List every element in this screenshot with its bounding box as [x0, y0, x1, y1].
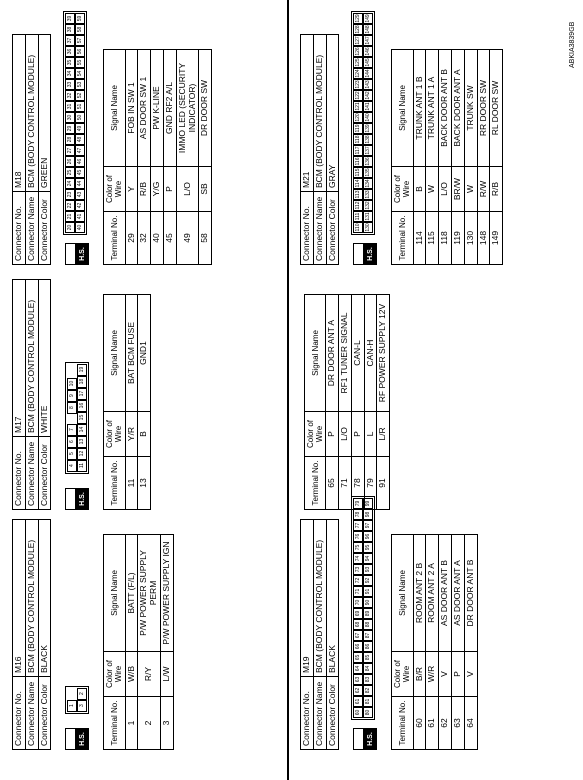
pin-cell: 139: [365, 124, 372, 133]
pin-cell: 51: [75, 101, 85, 112]
pin-cell: 87: [363, 630, 373, 641]
pin-cell: 27: [65, 145, 75, 156]
pin-cell: 136: [365, 157, 372, 166]
label-connector-no: Connector No.: [13, 437, 26, 510]
pin-cell: 141: [365, 102, 372, 111]
table-row: 61 W/R ROOM ANT 2 A: [426, 535, 439, 750]
pin-cell: 43: [75, 189, 85, 200]
table-row: 118 L/O BACK DOOR ANT B: [439, 50, 452, 265]
label-connector-no: Connector No.: [301, 677, 314, 750]
pin-cell: 73: [353, 564, 363, 575]
pin-cell: 31: [65, 101, 75, 112]
pin-cell: 80: [363, 707, 373, 718]
pin-cell: 96: [363, 531, 373, 542]
pin-layout: 4 5 6 7 8 9 10 11 12 13 14 15 16 17 18 19: [65, 362, 89, 474]
pin-cell: 134: [365, 179, 372, 188]
connector-block-m18: [12, 15, 212, 265]
pin-cell: 32: [65, 90, 75, 101]
pin-cell: 131: [365, 212, 372, 221]
table-row: 29 Y FOB IN SW 1: [125, 50, 138, 265]
pin-cell: 97: [363, 520, 373, 531]
pin-cell: 123: [355, 80, 362, 89]
pin-cell: 21: [65, 211, 75, 222]
pin-cell: 124: [355, 69, 362, 78]
connector-no: M19: [301, 520, 314, 677]
pin-cell: 84: [363, 663, 373, 674]
pin-cell: 92: [363, 575, 373, 586]
table-row: 1 W/B BATT (F/L): [125, 535, 138, 750]
label-connector-name: Connector Name: [313, 677, 326, 750]
table-row: 115 W TRUNK ANT 1 A: [426, 50, 439, 265]
pin-cell: 67: [353, 630, 363, 641]
connector-info-table: [300, 34, 339, 265]
pin-cell: 78: [353, 509, 363, 520]
pin-cell: 81: [363, 696, 373, 707]
pin-cell: 54: [75, 68, 85, 79]
pin-cell: 58: [75, 24, 85, 35]
table-row: 45 P GND RF2 A/L: [163, 50, 176, 265]
label-connector-no: Connector No.: [301, 192, 314, 265]
table-row: 62 V AS DOOR ANT B: [439, 535, 452, 750]
pin-cell: 118: [355, 135, 362, 144]
pin-cell: 149: [365, 14, 372, 23]
pin-cell: 133: [365, 190, 372, 199]
header-signal: Signal Name: [104, 535, 125, 652]
pin-cell: 74: [353, 553, 363, 564]
pin-cell: 60: [353, 707, 363, 718]
pin-cell: 88: [363, 619, 373, 630]
signal-table: [103, 534, 173, 750]
pin-cell: 111: [355, 212, 362, 221]
table-row: 78 P CAN-L: [351, 295, 364, 510]
connector-color: WHITE: [38, 280, 51, 437]
figure-id: ABKIA3839GB: [569, 21, 576, 68]
connector-diagram: [59, 15, 99, 265]
table-row: 91 L/R RF POWER SUPPLY 12V: [377, 295, 390, 510]
pin-layout: [351, 496, 375, 720]
pin-cell: 90: [363, 597, 373, 608]
pin-cell: 66: [353, 641, 363, 652]
pin-cell: 48: [75, 134, 85, 145]
pin-cell: 143: [365, 80, 372, 89]
label-connector-color: Connector Color: [326, 677, 339, 750]
pin-cell: 62: [353, 685, 363, 696]
pin-cell: 86: [363, 641, 373, 652]
pin-cell: 115: [355, 168, 362, 177]
pin-layout: [351, 11, 375, 235]
connector-diagram: [347, 15, 387, 265]
header-terminal: Terminal No.: [104, 697, 125, 750]
header-terminal: Terminal No.: [392, 212, 413, 265]
pin-cell: 116: [355, 157, 362, 166]
signal-table: [103, 49, 212, 265]
connector-info-table: [12, 34, 51, 265]
pin-cell: 45: [75, 167, 85, 178]
connector-color: GRAY: [326, 35, 339, 192]
connector-name: BCM (BODY CONTROL MODULE): [313, 520, 326, 677]
pin-cell: 20: [65, 222, 75, 233]
pin-cell: 137: [365, 146, 372, 155]
label-connector-color: Connector Color: [38, 677, 51, 750]
connector-diagram: [65, 260, 99, 510]
pin-cell: 61: [353, 696, 363, 707]
pin-cell: 112: [355, 201, 362, 210]
header-wire-color: Color of Wire: [104, 412, 125, 457]
header-wire-color: Color of Wire: [392, 167, 413, 212]
pin-cell: 53: [75, 79, 85, 90]
pin-cell: 71: [353, 586, 363, 597]
table-row: 71 L/O RF1 TUNER SIGNAL: [339, 295, 352, 510]
pin-cell: 113: [355, 190, 362, 199]
pin-layout: 1 3 2: [65, 686, 89, 714]
pin-cell: 57: [75, 35, 85, 46]
connector-no: M18: [13, 35, 26, 192]
pin-cell: 63: [353, 674, 363, 685]
pin-cell: 56: [75, 46, 85, 57]
header-signal: Signal Name: [305, 295, 326, 412]
pin-cell: 122: [355, 91, 362, 100]
signal-table: [391, 534, 477, 750]
pin-cell: 46: [75, 156, 85, 167]
table-row: 63 P AS DOOR ANT A: [451, 535, 464, 750]
pin-cell: 76: [353, 531, 363, 542]
pin-cell: 41: [75, 211, 85, 222]
pin-cell: 148: [365, 25, 372, 34]
pin-cell: 39: [65, 13, 75, 24]
connector-info-table: [300, 519, 339, 750]
pin-cell: 98: [363, 509, 373, 520]
pin-cell: 145: [365, 58, 372, 67]
header-terminal: Terminal No.: [305, 457, 326, 510]
pin-cell: 29: [65, 123, 75, 134]
pin-layout: [63, 11, 87, 235]
pin-cell: 140: [365, 113, 372, 122]
header-signal: Signal Name: [104, 295, 125, 412]
connector-color: BLACK: [38, 520, 51, 677]
pin-cell: 99: [363, 498, 373, 509]
pin-cell: 40: [75, 222, 85, 233]
pin-cell: 79: [353, 498, 363, 509]
table-row: 119 BR/W BACK DOOR ANT A: [451, 50, 464, 265]
connector-info-table: [12, 279, 51, 510]
pin-cell: 38: [65, 24, 75, 35]
table-row: 13 B GND1: [138, 295, 151, 510]
pin-cell: 77: [353, 520, 363, 531]
pin-cell: 26: [65, 156, 75, 167]
pin-cell: 36: [65, 46, 75, 57]
pin-cell: 135: [365, 168, 372, 177]
label-connector-color: Connector Color: [38, 437, 51, 510]
connector-no: M21: [301, 35, 314, 192]
pin-cell: 93: [363, 564, 373, 575]
section-divider: [287, 0, 289, 780]
header-signal: Signal Name: [392, 535, 413, 652]
signal-table: [103, 294, 151, 510]
label-connector-name: Connector Name: [25, 437, 38, 510]
pin-cell: 42: [75, 200, 85, 211]
pin-cell: 89: [363, 608, 373, 619]
pin-cell: 22: [65, 200, 75, 211]
connector-no: M16: [13, 520, 26, 677]
pin-cell: 85: [363, 652, 373, 663]
table-row: 79 L CAN-H: [364, 295, 377, 510]
pin-cell: 49: [75, 123, 85, 134]
harness-side-icon: H.S.: [65, 243, 89, 265]
connector-color: BLACK: [326, 520, 339, 677]
pin-cell: 110: [355, 223, 362, 232]
pin-cell: 138: [365, 135, 372, 144]
pin-cell: 75: [353, 542, 363, 553]
pin-cell: 65: [353, 652, 363, 663]
table-row: 49 L/O IMMO LED (SECURITY INDICATOR): [176, 50, 199, 265]
pin-cell: 24: [65, 178, 75, 189]
pin-cell: 28: [65, 134, 75, 145]
pin-cell: 121: [355, 102, 362, 111]
label-connector-name: Connector Name: [313, 192, 326, 265]
pin-cell: 55: [75, 57, 85, 68]
label-connector-no: Connector No.: [13, 677, 26, 750]
connector-block-m16: [12, 500, 174, 750]
connector-block-m19: [300, 500, 478, 750]
harness-side-icon: H.S.: [65, 488, 89, 510]
pin-cell: 82: [363, 685, 373, 696]
header-wire-color: Color of Wire: [104, 167, 125, 212]
pin-cell: 64: [353, 663, 363, 674]
connector-no: M17: [13, 280, 26, 437]
pin-cell: 146: [365, 47, 372, 56]
label-connector-name: Connector Name: [25, 677, 38, 750]
header-wire-color: Color of Wire: [305, 412, 326, 457]
header-terminal: Terminal No.: [104, 212, 125, 265]
table-row: 11 Y/R BAT BCM FUSE: [125, 295, 138, 510]
header-terminal: Terminal No.: [104, 457, 125, 510]
pin-cell: 33: [65, 79, 75, 90]
header-wire-color: Color of Wire: [392, 652, 413, 697]
pin-cell: 25: [65, 167, 75, 178]
pin-cell: 91: [363, 586, 373, 597]
pin-cell: 69: [353, 608, 363, 619]
table-row: 64 V DR DOOR ANT B: [464, 535, 477, 750]
header-signal: Signal Name: [392, 50, 413, 167]
table-row: 2 R/Y P/W POWER SUPPLY PERM: [138, 535, 161, 750]
connector-block-m17: [12, 260, 151, 510]
connector-info-table: [12, 519, 51, 750]
pin-cell: 120: [355, 113, 362, 122]
pin-cell: 52: [75, 90, 85, 101]
pin-cell: 129: [355, 14, 362, 23]
header-wire-color: Color of Wire: [104, 652, 125, 697]
signal-table: [304, 294, 390, 510]
pin-cell: 132: [365, 201, 372, 210]
label-connector-color: Connector Color: [326, 192, 339, 265]
header-signal: Signal Name: [104, 50, 125, 167]
pin-cell: 147: [365, 36, 372, 45]
pin-cell: 114: [355, 179, 362, 188]
pin-cell: 35: [65, 57, 75, 68]
pin-cell: 83: [363, 674, 373, 685]
table-row: 130 W TRUNK SW: [464, 50, 477, 265]
pin-cell: 44: [75, 178, 85, 189]
pin-cell: 50: [75, 112, 85, 123]
connector-name: BCM (BODY CONTROL MODULE): [313, 35, 326, 192]
table-row: 40 Y/G PW K-LINE: [151, 50, 164, 265]
table-row: 149 R/B RL DOOR SW: [490, 50, 503, 265]
connector-block-m21: [300, 15, 503, 265]
harness-side-icon: H.S.: [65, 728, 89, 750]
connector-name: BCM (BODY CONTROL MODULE): [25, 280, 38, 437]
table-row: 3 L/W P/W POWER SUPPLY IGN: [160, 535, 173, 750]
connector-diagram: [65, 500, 99, 750]
pin-cell: 34: [65, 68, 75, 79]
pin-cell: 117: [355, 146, 362, 155]
table-row: 148 R/W RR DOOR SW: [477, 50, 490, 265]
connector-block-m19-continued: [300, 260, 390, 510]
pin-cell: 130: [365, 223, 372, 232]
pin-cell: 126: [355, 47, 362, 56]
pin-cell: 144: [365, 69, 372, 78]
pin-cell: 37: [65, 35, 75, 46]
pin-cell: 94: [363, 553, 373, 564]
table-row: 65 P DR DOOR ANT A: [326, 295, 339, 510]
pin-cell: 23: [65, 189, 75, 200]
pin-cell: 128: [355, 25, 362, 34]
signal-table: [391, 49, 503, 265]
label-connector-name: Connector Name: [25, 192, 38, 265]
header-terminal: Terminal No.: [392, 697, 413, 750]
connector-name: BCM (BODY CONTROL MODULE): [25, 520, 38, 677]
connector-color: GREEN: [38, 35, 51, 192]
label-connector-no: Connector No.: [13, 192, 26, 265]
pin-cell: 47: [75, 145, 85, 156]
pin-cell: 68: [353, 619, 363, 630]
harness-side-icon: H.S.: [353, 728, 377, 750]
harness-side-icon: H.S.: [353, 243, 377, 265]
pin-cell: 125: [355, 58, 362, 67]
pin-cell: 119: [355, 124, 362, 133]
pin-cell: 127: [355, 36, 362, 45]
table-row: 114 B TRUNK ANT 1 B: [413, 50, 426, 265]
pin-cell: 95: [363, 542, 373, 553]
table-row: 58 SB DR DOOR SW: [199, 50, 212, 265]
table-row: 60 B/R ROOM ANT 2 B: [413, 535, 426, 750]
pin-cell: 70: [353, 597, 363, 608]
pin-cell: 72: [353, 575, 363, 586]
connector-diagram: [347, 500, 387, 750]
table-row: 32 R/B AS DOOR SW 1: [138, 50, 151, 265]
connector-name: BCM (BODY CONTROL MODULE): [25, 35, 38, 192]
label-connector-color: Connector Color: [38, 192, 51, 265]
pin-cell: 30: [65, 112, 75, 123]
pin-cell: 59: [75, 13, 85, 24]
pin-cell: 142: [365, 91, 372, 100]
